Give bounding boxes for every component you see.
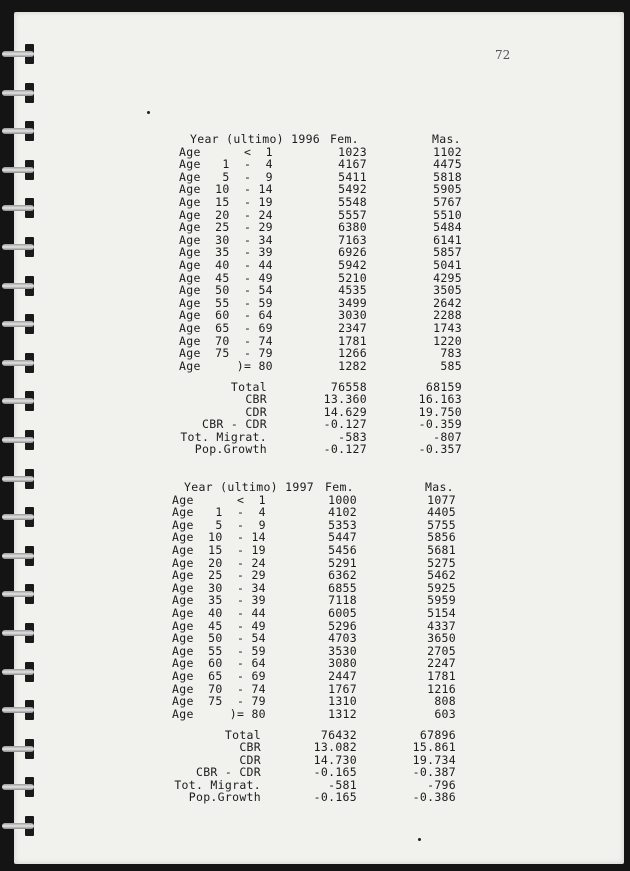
mas-value: 1077 [427,492,456,507]
binding-ring [2,237,40,257]
summary-label: Tot. Migrat. [180,429,267,444]
mas-value: 5462 [427,568,456,583]
mas-value: 808 [434,694,456,709]
binding-ring [2,739,40,759]
fem-value: 6926 [338,245,367,260]
age-group-label: Age 75 - 79 [172,694,266,709]
mas-value: 4475 [433,157,462,172]
age-group-label: Age )= 80 [172,706,266,721]
spiral-binding [0,0,45,871]
summary-fem-value: 76432 [320,728,357,742]
summary-label: CBR [239,740,261,755]
summary-mas-value: 68159 [425,380,462,394]
age-group-label: Age 30 - 34 [172,580,266,595]
summary-fem-value: 13.082 [313,740,357,755]
fem-value: 5411 [338,169,367,184]
fem-value: 3499 [338,295,367,310]
mas-value: 6141 [433,232,462,247]
mas-value: 2247 [427,656,456,671]
binding-ring [2,469,40,489]
mas-value: 1220 [433,333,462,348]
binding-ring [2,44,40,64]
age-group-label: Age 45 - 49 [172,618,266,633]
mas-value: 783 [440,346,462,361]
table-header-mas: Mas. [432,132,461,146]
age-group-label: Age 5 - 9 [179,169,273,184]
summary-fem-value: -0.165 [313,790,357,804]
age-group-label: Age 25 - 29 [172,568,266,583]
age-group-label: Age 10 - 14 [179,182,273,197]
fem-value: 1781 [338,333,367,348]
summary-label: Total [230,380,267,394]
fem-value: 6005 [328,606,357,620]
table-header-fem: Fem. [330,132,359,146]
mas-value: 2642 [433,295,462,310]
mas-value: 5275 [427,555,456,570]
binding-ring [2,353,40,373]
fem-value: 2447 [328,669,357,683]
fem-value: 7163 [338,232,367,247]
summary-mas-value: -0.387 [412,765,456,780]
mas-value: 5857 [433,245,462,260]
speck [147,111,150,114]
fem-value: 5548 [338,195,367,209]
mas-value: 5484 [433,220,462,235]
summary-label: CDR [239,752,261,767]
page-number: 72 [495,48,511,62]
summary-label: CBR - CDR [195,765,261,780]
age-group-label: Age 75 - 79 [179,346,273,361]
fem-value: 3030 [338,308,367,323]
age-group-label: Age 55 - 59 [172,643,266,658]
speck [418,838,421,841]
mas-value: 5767 [433,195,462,209]
age-group-label: Age 20 - 24 [172,555,266,570]
summary-mas-value: -0.357 [418,442,462,456]
age-group-label: Age 15 - 19 [179,195,273,209]
fem-value: 1023 [338,144,367,159]
age-group-label: Age 10 - 14 [172,530,266,545]
mas-value: 5905 [433,182,462,197]
age-group-label: Age 50 - 54 [172,631,266,646]
fem-value: 6855 [328,580,357,595]
binding-ring [2,430,40,450]
fem-value: 6380 [338,220,367,235]
binding-ring [2,623,40,643]
mas-value: 603 [434,706,456,721]
fem-value: 5296 [328,618,357,633]
mas-value: 5755 [427,517,456,532]
binding-ring [2,816,40,836]
fem-value: 5456 [328,543,357,557]
fem-value: 5557 [338,207,367,222]
mas-value: 585 [440,358,462,373]
mas-value: 3505 [433,283,462,298]
summary-fem-value: 13.360 [323,392,367,407]
summary-label: Pop.Growth [194,442,267,456]
age-group-label: Age 60 - 64 [179,308,273,323]
summary-label: CDR [245,404,267,419]
age-group-label: Age 50 - 54 [179,283,273,298]
age-group-label: Age 40 - 44 [179,258,273,272]
fem-value: 5353 [328,517,357,532]
binding-ring [2,391,40,411]
summary-mas-value: -807 [433,429,462,444]
fem-value: 7118 [328,593,357,608]
fem-value: 3530 [328,643,357,658]
summary-label: Tot. Migrat. [174,777,261,792]
summary-mas-value: -0.359 [418,417,462,432]
age-group-label: Age 65 - 69 [179,321,273,335]
fem-value: 1266 [338,346,367,361]
summary-label: CBR [245,392,267,407]
binding-ring [2,83,40,103]
age-group-label: Age 30 - 34 [179,232,273,247]
mas-value: 5856 [427,530,456,545]
mas-value: 4337 [427,618,456,633]
summary-fem-value: -0.127 [323,442,367,456]
fem-value: 1310 [328,694,357,709]
binding-ring [2,198,40,218]
summary-fem-value: -583 [338,429,367,444]
mas-value: 1743 [433,321,462,335]
binding-ring [2,584,40,604]
summary-mas-value: -0.386 [412,790,456,804]
age-group-label: Age 25 - 29 [179,220,273,235]
summary-mas-value: 19.750 [418,404,462,419]
age-group-label: Age )= 80 [179,358,273,373]
age-group-label: Age 20 - 24 [179,207,273,222]
age-group-label: Age 65 - 69 [172,669,266,683]
summary-fem-value: 76558 [330,380,367,394]
summary-mas-value: 16.163 [418,392,462,407]
mas-value: 5818 [433,169,462,184]
binding-ring [2,546,40,566]
fem-value: 1000 [328,492,357,507]
age-group-label: Age < 1 [172,492,266,507]
fem-value: 5291 [328,555,357,570]
age-group-label: Age 15 - 19 [172,543,266,557]
fem-value: 1312 [328,706,357,721]
fem-value: 4703 [328,631,357,646]
mas-value: 5041 [433,258,462,272]
mas-value: 5959 [427,593,456,608]
table-header-mas: Mas. [425,480,454,494]
fem-value: 5447 [328,530,357,545]
mas-value: 1216 [427,681,456,696]
summary-label: Pop.Growth [188,790,261,804]
summary-fem-value: -0.127 [323,417,367,432]
fem-value: 1767 [328,681,357,696]
fem-value: 6362 [328,568,357,583]
mas-value: 4405 [427,505,456,520]
age-group-label: Age 55 - 59 [179,295,273,310]
table-header-fem: Fem. [325,480,354,494]
age-group-label: Age 60 - 64 [172,656,266,671]
summary-mas-value: -796 [427,777,456,792]
fem-value: 2347 [338,321,367,335]
fem-value: 1282 [338,358,367,373]
age-group-label: Age 1 - 4 [172,505,266,520]
fem-value: 4167 [338,157,367,172]
mas-value: 5925 [427,580,456,595]
mas-value: 5681 [427,543,456,557]
age-group-label: Age 70 - 74 [179,333,273,348]
mas-value: 2288 [433,308,462,323]
binding-ring [2,507,40,527]
summary-fem-value: 14.730 [313,752,357,767]
binding-ring [2,314,40,334]
age-group-label: Age < 1 [179,144,273,159]
mas-value: 5154 [427,606,456,620]
age-group-label: Age 40 - 44 [172,606,266,620]
age-group-label: Age 35 - 39 [179,245,273,260]
binding-ring [2,700,40,720]
fem-value: 5210 [338,270,367,285]
mas-value: 2705 [427,643,456,658]
fem-value: 5942 [338,258,367,272]
summary-fem-value: 14.629 [323,404,367,419]
binding-ring [2,121,40,141]
age-group-label: Age 45 - 49 [179,270,273,285]
fem-value: 4535 [338,283,367,298]
summary-mas-value: 15.861 [412,740,456,755]
summary-fem-value: -0.165 [313,765,357,780]
summary-label: CBR - CDR [201,417,267,432]
mas-value: 1102 [433,144,462,159]
fem-value: 5492 [338,182,367,197]
mas-value: 4295 [433,270,462,285]
mas-value: 3650 [427,631,456,646]
age-group-label: Age 5 - 9 [172,517,266,532]
age-group-label: Age 1 - 4 [179,157,273,172]
binding-ring [2,777,40,797]
binding-ring [2,662,40,682]
summary-mas-value: 67896 [419,728,456,742]
age-group-label: Age 35 - 39 [172,593,266,608]
table-header-year: Year (ultimo) 1997 [184,480,315,494]
binding-ring [2,160,40,180]
age-group-label: Age 70 - 74 [172,681,266,696]
summary-label: Total [224,728,261,742]
mas-value: 1781 [427,669,456,683]
binding-ring [2,276,40,296]
mas-value: 5510 [433,207,462,222]
fem-value: 3080 [328,656,357,671]
summary-fem-value: -581 [328,777,357,792]
fem-value: 4102 [328,505,357,520]
summary-mas-value: 19.734 [412,752,456,767]
table-header-year: Year (ultimo) 1996 [190,132,321,146]
